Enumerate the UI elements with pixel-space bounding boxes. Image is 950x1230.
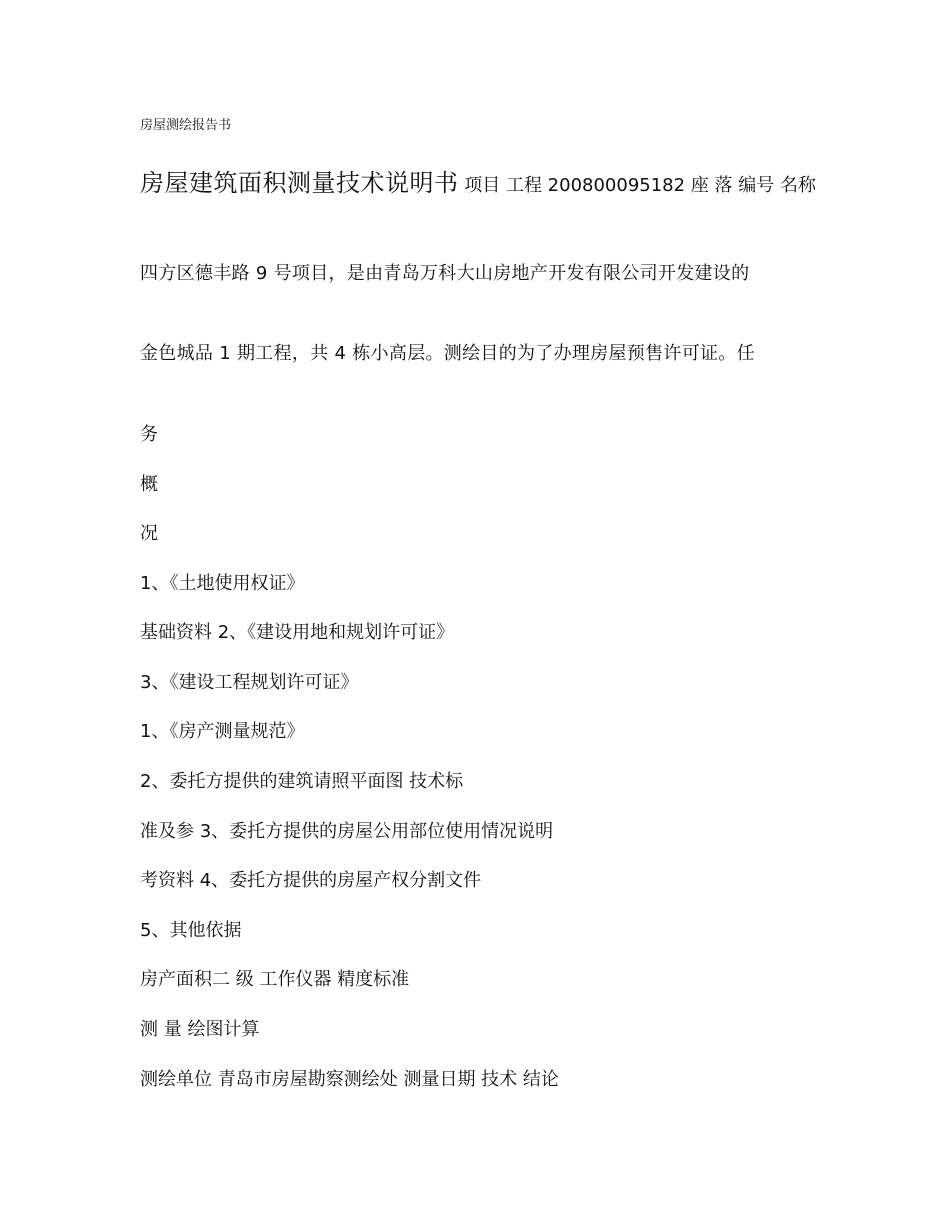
basis-line: 1、《房产测量规范》 xyxy=(140,721,305,742)
report-header: 房屋测绘报告书 xyxy=(140,118,232,133)
basis-line: 2、委托方提供的建筑请照平面图 技术标 xyxy=(140,771,464,792)
overview-char-3: 况 xyxy=(140,523,158,544)
basis-line: 房产面积二 级 工作仪器 精度标准 xyxy=(140,969,410,990)
basis-line: 准及参 3、委托方提供的房屋公用部位使用情况说明 xyxy=(140,821,554,842)
basis-line: 测绘单位 青岛市房屋勘察测绘处 测量日期 技术 结论 xyxy=(140,1069,559,1090)
overview-paragraph-2: 金色城品 1 期工程，共 4 栋小高层。测绘目的为了办理房屋预售许可证。任 xyxy=(140,343,755,364)
basis-line: 基础资料 2、《建设用地和规划许可证》 xyxy=(140,622,455,643)
document-title: 房屋建筑面积测量技术说明书 xyxy=(140,169,459,197)
basis-line: 1、《土地使用权证》 xyxy=(140,573,305,594)
overview-char-1: 务 xyxy=(140,424,158,445)
overview-paragraph-1: 四方区德丰路 9 号项目，是由青岛万科大山房地产开发有限公司开发建设的 xyxy=(140,263,750,284)
title-meta: 项目 工程 200800095182 座 落 编号 名称 xyxy=(458,175,816,196)
overview-char-2: 概 xyxy=(140,474,158,495)
basis-line: 5、其他依据 xyxy=(140,920,242,941)
title-block xyxy=(140,163,820,206)
basis-line: 考资料 4、委托方提供的房屋产权分割文件 xyxy=(140,870,482,891)
basis-line: 测 量 绘图计算 xyxy=(140,1019,260,1040)
basis-line: 3、《建设工程规划许可证》 xyxy=(140,672,359,693)
